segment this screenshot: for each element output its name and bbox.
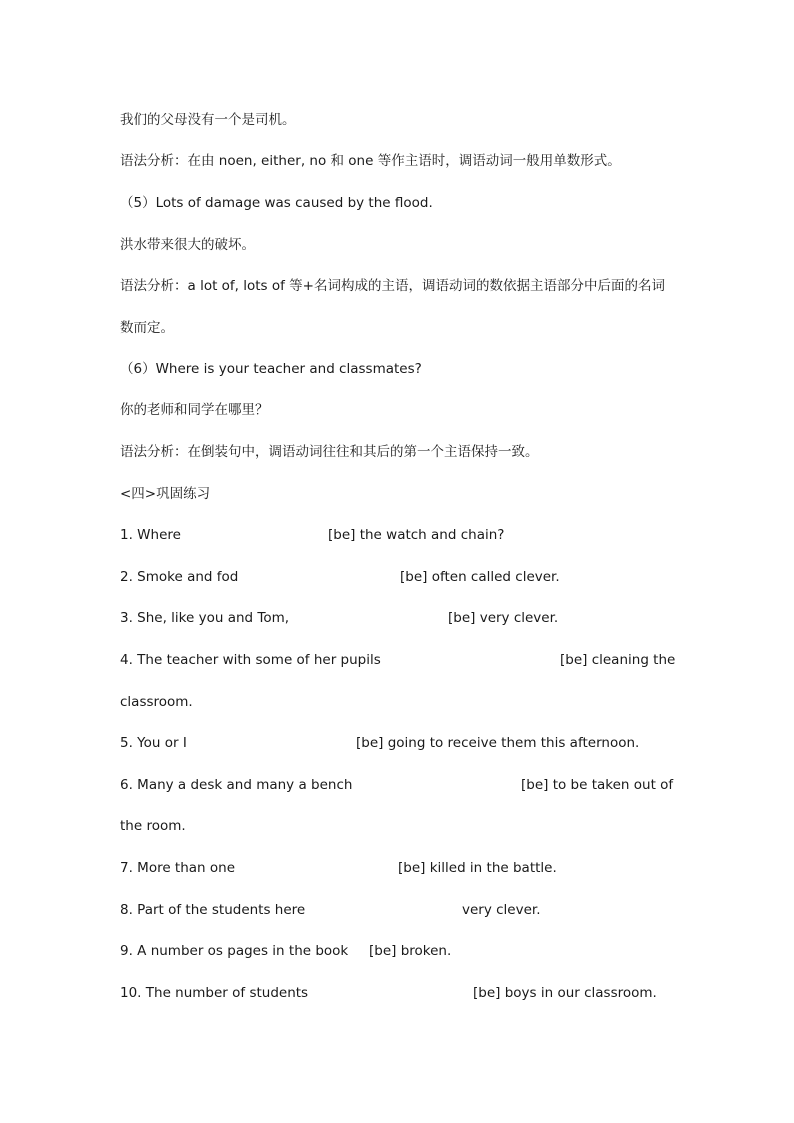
exercise-hint: [be] boys in our classroom.: [473, 985, 657, 1001]
exercise-prompt: 2. Smoke and fod: [120, 569, 239, 585]
example-sentence: （5）Lots of damage was caused by the flood.: [120, 195, 433, 211]
translation-text: 我们的父母没有一个是司机。: [120, 112, 296, 128]
exercise-item: [120, 567, 560, 587]
exercise-prompt: 5. You or I: [120, 735, 187, 751]
exercise-prompt: 10. The number of students: [120, 985, 309, 1001]
exercise-item: [120, 650, 676, 670]
exercise-item: [120, 608, 559, 628]
exercise-continuation: classroom.: [120, 694, 193, 710]
grammar-note-continuation: 数而定。: [120, 320, 174, 336]
example-sentence: （6）Where is your teacher and classmates?: [120, 361, 422, 377]
exercise-prompt: 6. Many a desk and many a bench: [120, 777, 353, 793]
exercise-hint: [be] often called clever.: [400, 569, 560, 585]
exercise-prompt: 4. The teacher with some of her pupils: [120, 652, 381, 668]
exercise-hint: [be] killed in the battle.: [398, 860, 557, 876]
exercise-hint: [be] the watch and chain?: [328, 527, 505, 543]
exercise-prompt: 1. Where: [120, 527, 181, 543]
exercise-hint: [be] going to receive them this afternoon.: [356, 735, 640, 751]
exercise-prompt: 9. A number os pages in the book: [120, 943, 349, 959]
grammar-note: 语法分析：在倒装句中，调语动词往往和其后的第一个主语保持一致。: [120, 444, 539, 460]
exercise-item: [120, 983, 657, 1003]
exercise-item: [120, 775, 674, 795]
exercise-item: [120, 733, 640, 753]
exercise-hint: very clever.: [462, 902, 541, 918]
exercise-item: [120, 858, 557, 878]
grammar-note: 语法分析：a lot of, lots of 等+名词构成的主语，调语动词的数依据主语部分中后面的名词: [120, 278, 665, 294]
exercise-hint: [be] to be taken out of: [521, 777, 674, 793]
exercise-item: [120, 941, 452, 961]
translation-text: 你的老师和同学在哪里？: [120, 402, 269, 418]
exercise-prompt: 8. Part of the students here: [120, 902, 306, 918]
exercise-prompt: 3. She, like you and Tom,: [120, 610, 290, 626]
exercise-hint: [be] cleaning the: [560, 652, 676, 668]
exercise-hint: [be] broken.: [369, 943, 452, 959]
exercise-prompt: 7. More than one: [120, 860, 236, 876]
exercise-continuation: the room.: [120, 818, 186, 834]
grammar-note: 语法分析：在由 noen, either, no 和 one 等作主语时，调语动词一般用单数形式。: [120, 153, 621, 169]
exercise-hint: [be] very clever.: [448, 610, 559, 626]
translation-text: 洪水带来很大的破坏。: [120, 237, 255, 253]
exercise-item: [120, 525, 505, 545]
exercise-item: [120, 900, 541, 920]
section-heading: <四>巩固练习: [120, 486, 211, 502]
